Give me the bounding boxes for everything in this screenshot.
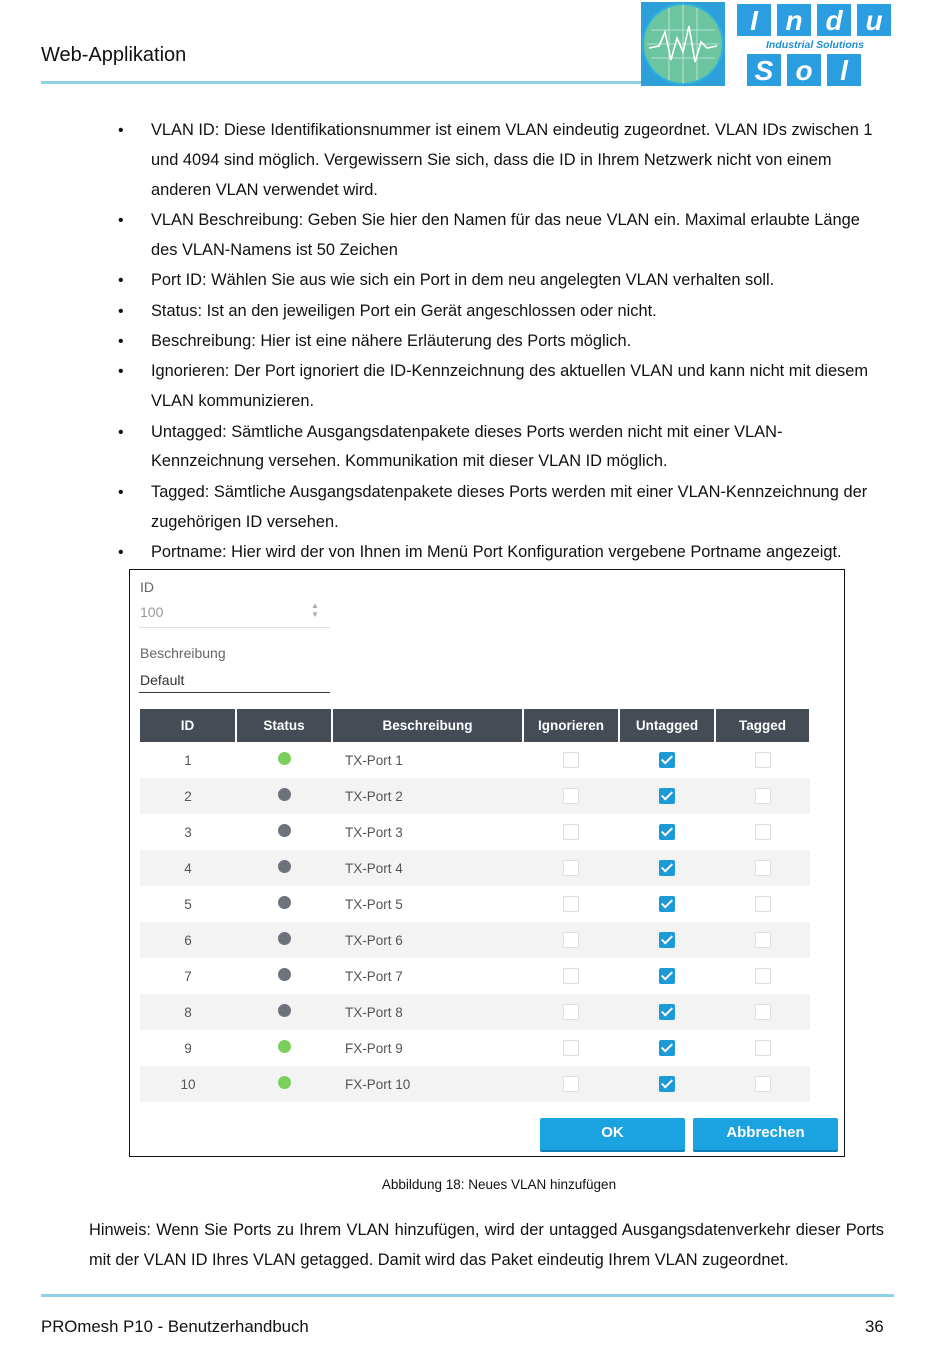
bullet-beschreibung: • Beschreibung: Hier ist eine nähere Erläuterung des Ports möglich. (118, 327, 888, 357)
untagged-checkbox[interactable] (659, 932, 675, 948)
untagged-checkbox[interactable] (659, 860, 675, 876)
untagged-checkbox[interactable] (659, 896, 675, 912)
indusol-logo (641, 2, 897, 88)
tagged-checkbox[interactable] (755, 860, 771, 876)
ignorieren-checkbox[interactable] (563, 1076, 579, 1092)
bullet-vlan-beschreibung: • VLAN Beschreibung: Geben Sie hier den Namen für das neue VLAN ein. Maximal erlaubte Länge des VLAN-Namens ist 50 Zeichen (118, 206, 888, 266)
port-name-cell: TX-Port 1 (345, 752, 403, 768)
logo-letter: l (840, 55, 848, 86)
spinner-up-icon[interactable]: ▲ (311, 601, 319, 610)
port-id-cell: 8 (140, 994, 236, 1030)
untagged-cell (619, 922, 715, 958)
port-name-cell: TX-Port 5 (345, 896, 403, 912)
untagged-cell (619, 1066, 715, 1102)
ignorieren-cell (523, 994, 619, 1030)
table-row (140, 994, 810, 1030)
col-header-untagged: Untagged (619, 709, 715, 742)
cancel-button[interactable]: Abbrechen (693, 1118, 838, 1150)
tagged-cell (715, 1030, 810, 1066)
table-row (140, 1066, 810, 1102)
ignorieren-checkbox[interactable] (563, 896, 579, 912)
untagged-cell (619, 994, 715, 1030)
bullet-port-id: • Port ID: Wählen Sie aus wie sich ein Port in dem neu angelegten VLAN verhalten soll. (118, 266, 888, 296)
tagged-checkbox[interactable] (755, 752, 771, 768)
status-dot-icon (278, 752, 291, 765)
port-name-cell: TX-Port 6 (332, 922, 523, 958)
tagged-checkbox[interactable] (755, 824, 771, 840)
status-cell (236, 994, 332, 1030)
id-input[interactable]: 100 (140, 604, 164, 620)
tagged-cell (715, 814, 810, 850)
logo-tagline: Industrial Solutions (765, 39, 865, 51)
port-id-cell: 4 (140, 850, 236, 886)
status-dot-icon (278, 860, 291, 873)
port-id-cell: 2 (140, 778, 236, 814)
col-header-status: Status (236, 709, 332, 742)
untagged-checkbox[interactable] (659, 1076, 675, 1092)
ignorieren-cell (523, 1030, 619, 1066)
tagged-cell (715, 886, 810, 922)
tagged-cell (715, 850, 810, 886)
tagged-checkbox[interactable] (755, 896, 771, 912)
tagged-cell (715, 1066, 810, 1102)
status-cell (236, 886, 332, 922)
figure-caption: Abbildung 18: Neues VLAN hinzufügen (381, 1177, 617, 1192)
tagged-cell (715, 742, 810, 778)
port-name-cell: TX-Port 3 (345, 824, 403, 840)
col-header-tagged: Tagged (715, 709, 810, 742)
port-table (140, 709, 811, 1102)
note-paragraph: Hinweis: Wenn Sie Ports zu Ihrem VLAN hinzufügen, wird der untagged Ausgangsdatenverkehr dieser Ports mit der VLAN ID Ihres VLAN getagged. Damit wird das Paket eindeutig Ihrem VLAN zugeordnet. (89, 1221, 884, 1269)
new-vlan-dialog (129, 569, 845, 1157)
table-header-row (140, 709, 810, 742)
bullet-ignorieren: • Ignorieren: Der Port ignoriert die ID-Kennzeichnung des aktuellen VLAN und kann nicht mit diesem VLAN kommunizieren. (118, 357, 888, 417)
port-id-cell: 9 (184, 1040, 192, 1056)
port-id-cell: 6 (140, 922, 236, 958)
untagged-checkbox[interactable] (659, 788, 675, 804)
col-header-id: ID (140, 709, 236, 742)
logo-letter: d (825, 5, 843, 36)
port-name-cell: FX-Port 9 (345, 1040, 403, 1056)
id-spinner[interactable] (311, 601, 319, 619)
untagged-cell (619, 742, 715, 778)
logo-letter: I (750, 5, 758, 36)
status-cell (236, 778, 332, 814)
bullet-untagged: • Untagged: Sämtliche Ausgangsdatenpakete dieses Ports werden nicht mit einer VLAN-Kennzeichnung versehen. Kommunikation mit dieser VLAN ID möglich. (118, 418, 888, 478)
status-dot-icon (278, 1004, 291, 1017)
status-dot-icon (278, 968, 291, 981)
untagged-cell (619, 886, 715, 922)
tagged-checkbox[interactable] (755, 932, 771, 948)
tagged-cell (715, 994, 810, 1030)
description-input[interactable]: Default (140, 672, 185, 688)
untagged-cell (619, 850, 715, 886)
table-row (140, 742, 810, 778)
logo-letter: S (754, 55, 774, 86)
tagged-cell (715, 922, 810, 958)
ignorieren-cell (523, 814, 619, 850)
table-row (140, 886, 810, 922)
port-name-cell: TX-Port 7 (345, 968, 403, 984)
tagged-checkbox[interactable] (755, 1004, 771, 1020)
page-number: 36 (865, 1317, 884, 1336)
port-name-cell: TX-Port 4 (332, 850, 523, 886)
ignorieren-cell (523, 778, 619, 814)
ok-button[interactable]: OK (540, 1118, 685, 1150)
logo-letter: u (865, 5, 883, 36)
bullet-vlan-id: • VLAN ID: Diese Identifikationsnummer ist einem VLAN eindeutig zugeordnet. VLAN IDs zwischen 1 und 4094 sind möglich. Vergewissern Sie sich, dass die ID in Ihrem Netzwerk nicht von einem anderen VLAN verwendet wird. (118, 116, 888, 205)
ignorieren-checkbox[interactable] (563, 1004, 579, 1020)
ignorieren-cell (523, 922, 619, 958)
status-dot-icon (278, 788, 291, 801)
ignorieren-cell (523, 886, 619, 922)
tagged-checkbox[interactable] (755, 968, 771, 984)
status-cell (236, 958, 332, 994)
table-row (140, 850, 810, 886)
port-id-cell: 1 (184, 752, 192, 768)
col-header-ignorieren: Ignorieren (523, 709, 619, 742)
untagged-checkbox[interactable] (659, 752, 675, 768)
table-row (140, 922, 810, 958)
feature-bullet-list (118, 116, 888, 568)
logo-letter: n (785, 5, 803, 36)
logo-letter: o (795, 55, 813, 86)
untagged-checkbox[interactable] (659, 824, 675, 840)
ignorieren-checkbox[interactable] (563, 932, 579, 948)
footer-document-title: PROmesh P10 - Benutzerhandbuch (41, 1317, 309, 1336)
description-underline (139, 692, 330, 693)
untagged-checkbox[interactable] (659, 1004, 675, 1020)
status-dot-icon (278, 896, 291, 909)
spinner-down-icon[interactable]: ▼ (311, 610, 319, 619)
id-underline (139, 627, 330, 628)
port-name-cell: TX-Port 2 (332, 778, 523, 814)
table-row (140, 814, 810, 850)
port-id-cell: 5 (184, 896, 192, 912)
port-name-cell: FX-Port 10 (332, 1066, 523, 1102)
ignorieren-cell (523, 850, 619, 886)
bullet-portname: • Portname: Hier wird der von Ihnen im Menü Port Konfiguration vergebene Portname angezeigt. (118, 538, 888, 568)
status-dot-icon (278, 824, 291, 837)
ignorieren-checkbox[interactable] (563, 752, 579, 768)
untagged-cell (619, 778, 715, 814)
port-name-cell: TX-Port 8 (332, 994, 523, 1030)
untagged-cell (619, 1030, 715, 1066)
tagged-cell (715, 778, 810, 814)
col-header-beschreibung: Beschreibung (332, 709, 523, 742)
port-id-cell: 10 (140, 1066, 236, 1102)
ignorieren-checkbox[interactable] (563, 1040, 579, 1056)
ignorieren-cell (523, 958, 619, 994)
status-cell (236, 922, 332, 958)
status-cell (236, 742, 332, 778)
ignorieren-checkbox[interactable] (563, 788, 579, 804)
status-cell (236, 1030, 332, 1066)
tagged-checkbox[interactable] (755, 788, 771, 804)
untagged-checkbox[interactable] (659, 1040, 675, 1056)
ignorieren-cell (523, 742, 619, 778)
tagged-cell (715, 958, 810, 994)
status-dot-icon (278, 932, 291, 945)
untagged-checkbox[interactable] (659, 968, 675, 984)
port-id-cell: 3 (184, 824, 192, 840)
ignorieren-checkbox[interactable] (563, 824, 579, 840)
id-label: ID (140, 579, 154, 595)
tagged-checkbox[interactable] (755, 1040, 771, 1056)
page-header-title: Web-Applikation (41, 44, 187, 66)
port-table-body (140, 742, 810, 1102)
bullet-status: • Status: Ist an den jeweiligen Port ein Gerät angeschlossen oder nicht. (118, 297, 888, 327)
ignorieren-checkbox[interactable] (563, 860, 579, 876)
description-label: Beschreibung (140, 645, 226, 661)
status-dot-icon (278, 1076, 291, 1089)
tagged-checkbox[interactable] (755, 1076, 771, 1092)
ignorieren-checkbox[interactable] (563, 968, 579, 984)
ignorieren-cell (523, 1066, 619, 1102)
table-row (140, 958, 810, 994)
table-row (140, 1030, 810, 1066)
untagged-cell (619, 814, 715, 850)
status-cell (236, 814, 332, 850)
port-id-cell: 7 (184, 968, 192, 984)
status-dot-icon (278, 1040, 291, 1053)
header-divider (41, 81, 641, 84)
bullet-tagged: • Tagged: Sämtliche Ausgangsdatenpakete dieses Ports werden mit einer VLAN-Kennzeichnung der zugehörigen ID versehen. (118, 478, 888, 538)
status-cell (236, 850, 332, 886)
untagged-cell (619, 958, 715, 994)
table-row (140, 778, 810, 814)
footer-divider (41, 1294, 894, 1297)
status-cell (236, 1066, 332, 1102)
